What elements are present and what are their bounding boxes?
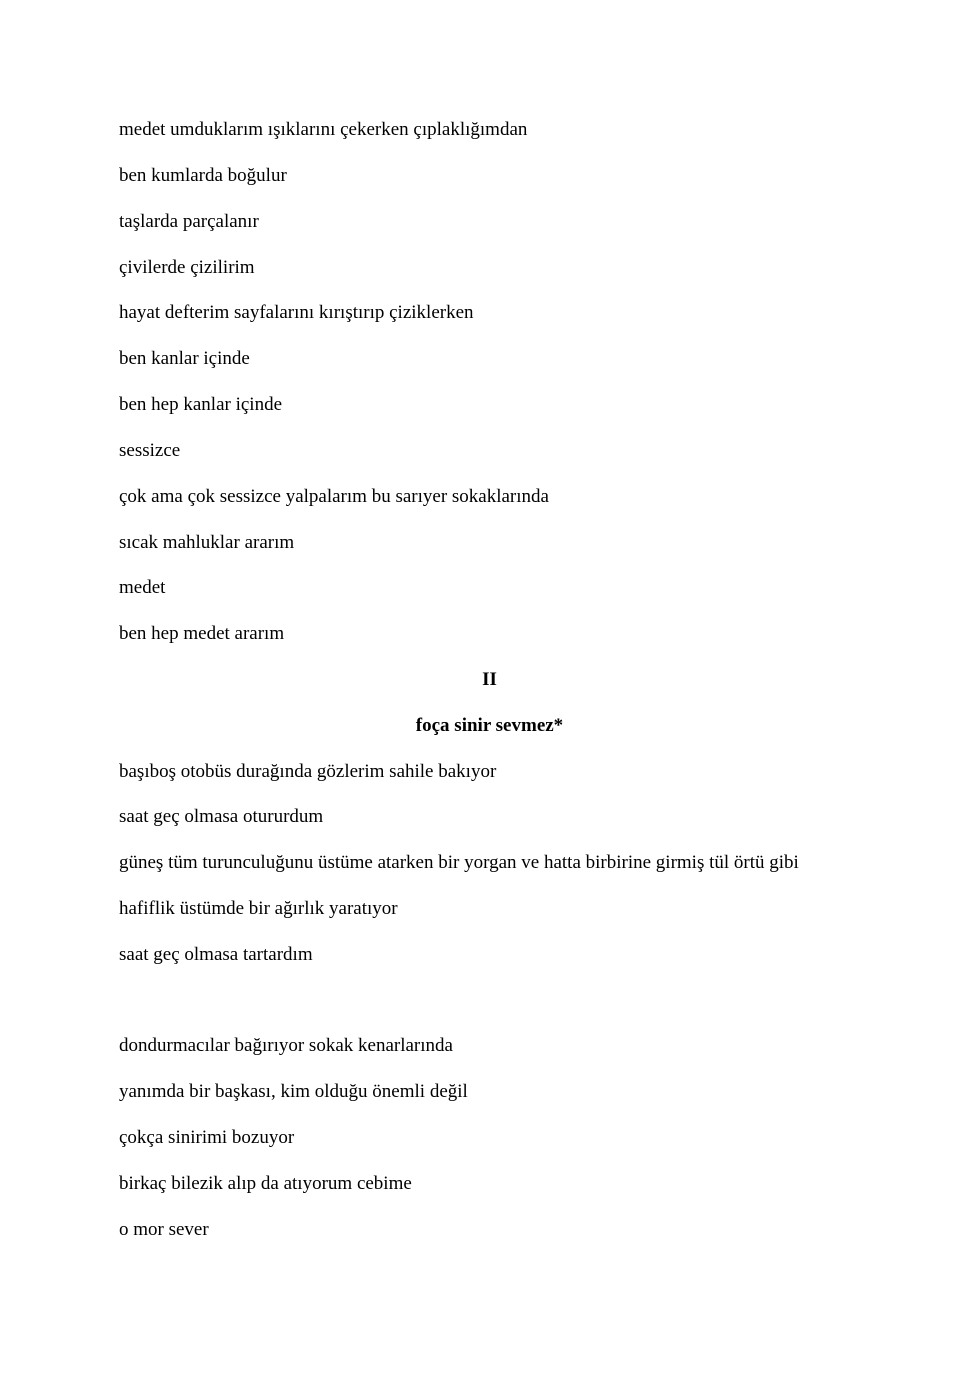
poem-line: medet bbox=[119, 577, 166, 598]
poem-line: çivilerde çizilirim bbox=[119, 257, 255, 278]
poem-line: sessizce bbox=[119, 440, 181, 461]
poem-line: medet umduklarım ışıklarını çekerken çıplaklığımdan bbox=[119, 119, 528, 140]
poem-line: çokça sinirimi bozuyor bbox=[119, 1127, 295, 1148]
poem-line: başıboş otobüs durağında gözlerim sahile bakıyor bbox=[119, 761, 497, 782]
poem-line: birkaç bilezik alıp da atıyorum cebime bbox=[119, 1173, 412, 1194]
section-number: II bbox=[482, 669, 497, 690]
poem-line: ben kumlarda boğulur bbox=[119, 165, 287, 186]
poem-line: sıcak mahluklar ararım bbox=[119, 532, 295, 553]
poem-line: hafiflik üstümde bir ağırlık yaratıyor bbox=[119, 898, 398, 919]
poem-line: güneş tüm turunculuğunu üstüme atarken bir yorgan ve hatta birbirine girmiş tül örtü gibi bbox=[119, 852, 799, 873]
poem-line: taşlarda parçalanır bbox=[119, 211, 259, 232]
poem-line: çok ama çok sessizce yalpalarım bu sarıyer sokaklarında bbox=[119, 486, 549, 507]
section-title: foça sinir sevmez* bbox=[415, 715, 564, 736]
poem-line: saat geç olmasa tartardım bbox=[119, 944, 313, 965]
poem-line: ben hep kanlar içinde bbox=[119, 394, 283, 415]
poem-line: ben kanlar içinde bbox=[119, 348, 250, 369]
poem-line: saat geç olmasa otururdum bbox=[119, 806, 324, 827]
poem-line: hayat defterim sayfalarını kırıştırıp çiziklerken bbox=[119, 302, 474, 323]
poem-line: yanımda bir başkası, kim olduğu önemli değil bbox=[119, 1081, 468, 1102]
poem-line: o mor sever bbox=[119, 1219, 209, 1240]
poem-line: dondurmacılar bağırıyor sokak kenarlarında bbox=[119, 1035, 453, 1056]
poem-line: ben hep medet ararım bbox=[119, 623, 285, 644]
